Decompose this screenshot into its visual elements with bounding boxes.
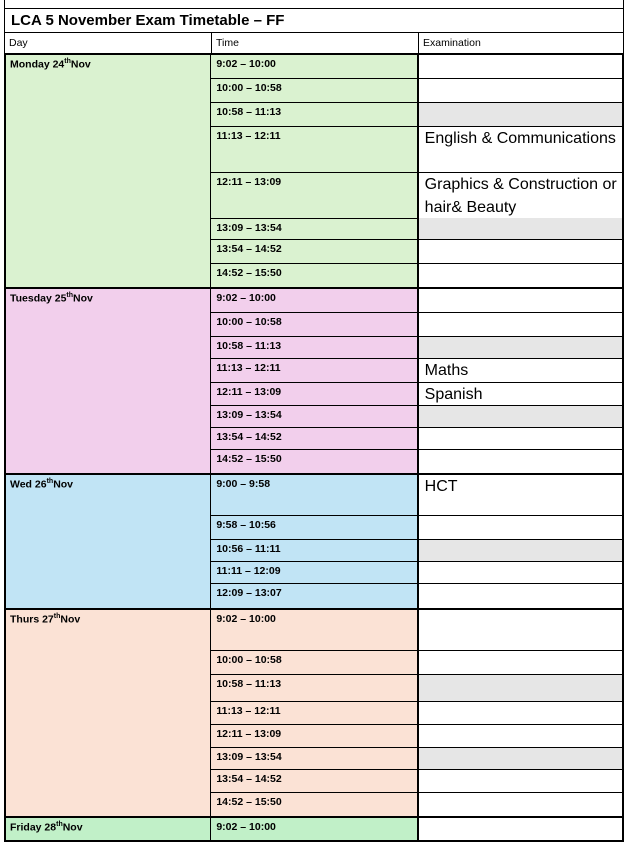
time-slot: 9:00 – 9:58 bbox=[216, 478, 271, 490]
time-column bbox=[210, 55, 416, 287]
exam-cell bbox=[419, 561, 622, 583]
time-slot: 11:13 – 12:11 bbox=[211, 701, 416, 724]
time-slot: 10:00 – 10:58 bbox=[211, 650, 416, 674]
time-slot: 13:09 – 13:54 bbox=[211, 218, 416, 239]
break-cell bbox=[419, 405, 622, 427]
time-slot: 11:11 – 12:09 bbox=[211, 561, 416, 583]
break-cell bbox=[419, 102, 622, 126]
exam-cell bbox=[419, 583, 622, 608]
break-cell bbox=[419, 674, 622, 701]
exam-cell bbox=[419, 818, 622, 840]
time-column bbox=[210, 475, 416, 608]
top-spacer-row bbox=[4, 0, 624, 8]
time-slot: 13:54 – 14:52 bbox=[211, 239, 416, 263]
exam-cell bbox=[419, 610, 622, 650]
time-column bbox=[210, 818, 416, 840]
break-cell bbox=[419, 539, 622, 561]
exam-cell bbox=[419, 792, 622, 816]
break-cell bbox=[419, 747, 622, 769]
time-slot: 9:58 – 10:56 bbox=[211, 515, 416, 539]
day-label: Thurs 27thNov bbox=[6, 610, 210, 816]
day-label: Wed 26thNov bbox=[6, 475, 210, 608]
header-day: Day bbox=[9, 37, 28, 49]
time-slot: 13:54 – 14:52 bbox=[211, 769, 416, 792]
exam-cell bbox=[419, 427, 622, 449]
time-column bbox=[210, 289, 416, 473]
day-block-wednesday bbox=[4, 473, 624, 608]
page-title: LCA 5 November Exam Timetable – FF bbox=[4, 8, 624, 33]
exam-cell: Spanish bbox=[419, 382, 622, 405]
exam-cell bbox=[419, 650, 622, 674]
exam-cell: Maths bbox=[419, 358, 622, 382]
time-column bbox=[210, 610, 416, 816]
time-slot: 10:00 – 10:58 bbox=[211, 78, 416, 102]
time-slot: 11:13 – 12:11 bbox=[211, 126, 416, 172]
day-block-tuesday bbox=[4, 287, 624, 473]
break-cell bbox=[419, 336, 622, 358]
exam-cell bbox=[419, 239, 622, 263]
time-slot: 11:13 – 12:11 bbox=[211, 358, 416, 382]
time-slot: 14:52 – 15:50 bbox=[211, 792, 416, 816]
header-examination: Examination bbox=[418, 33, 623, 53]
time-slot: 12:11 – 13:09 bbox=[211, 382, 416, 405]
time-slot: 14:52 – 15:50 bbox=[211, 263, 416, 287]
timetable-document bbox=[4, 0, 624, 842]
time-slot: 9:02 – 10:00 bbox=[216, 58, 276, 70]
time-slot: 9:02 – 10:00 bbox=[216, 292, 276, 304]
day-block-friday bbox=[4, 816, 624, 842]
day-block-thursday bbox=[4, 608, 624, 816]
exam-column bbox=[417, 475, 622, 608]
exam-column bbox=[417, 55, 622, 287]
time-slot: 10:58 – 11:13 bbox=[211, 336, 416, 358]
exam-cell bbox=[419, 289, 622, 312]
time-slot: 12:11 – 13:09 bbox=[211, 172, 416, 218]
exam-cell bbox=[419, 263, 622, 287]
time-slot: 10:56 – 11:11 bbox=[211, 539, 416, 561]
time-slot: 9:02 – 10:00 bbox=[216, 613, 276, 625]
exam-cell: English & Communications bbox=[419, 126, 622, 172]
exam-column bbox=[417, 610, 622, 816]
exam-column bbox=[417, 818, 622, 840]
timetable-body bbox=[4, 53, 624, 842]
exam-cell: Graphics & Construction or hair& Beauty bbox=[419, 172, 622, 218]
time-slot: 12:11 – 13:09 bbox=[211, 724, 416, 747]
time-slot: 10:58 – 11:13 bbox=[211, 674, 416, 701]
exam-column bbox=[417, 289, 622, 473]
time-slot: 13:09 – 13:54 bbox=[211, 405, 416, 427]
exam-cell: HCT bbox=[424, 478, 458, 495]
time-slot: 10:58 – 11:13 bbox=[211, 102, 416, 126]
time-slot: 10:00 – 10:58 bbox=[211, 312, 416, 336]
exam-cell bbox=[419, 769, 622, 792]
exam-cell bbox=[419, 515, 622, 539]
exam-cell bbox=[419, 701, 622, 724]
day-label: Tuesday 25thNov bbox=[6, 289, 210, 473]
time-slot: 13:09 – 13:54 bbox=[211, 747, 416, 769]
day-label: Monday 24thNov bbox=[6, 55, 210, 287]
exam-cell bbox=[419, 78, 622, 102]
time-slot: 12:09 – 13:07 bbox=[211, 583, 416, 608]
break-cell bbox=[419, 218, 622, 239]
time-slot: 14:52 – 15:50 bbox=[211, 449, 416, 473]
time-slot: 13:54 – 14:52 bbox=[211, 427, 416, 449]
exam-cell bbox=[419, 724, 622, 747]
table-header-row bbox=[4, 33, 624, 53]
exam-cell bbox=[419, 55, 622, 78]
header-time: Time bbox=[211, 33, 418, 53]
day-block-monday bbox=[4, 53, 624, 287]
exam-cell bbox=[419, 312, 622, 336]
day-label: Friday 28thNov bbox=[6, 818, 210, 840]
exam-cell bbox=[419, 449, 622, 473]
time-slot: 9:02 – 10:00 bbox=[216, 821, 276, 833]
